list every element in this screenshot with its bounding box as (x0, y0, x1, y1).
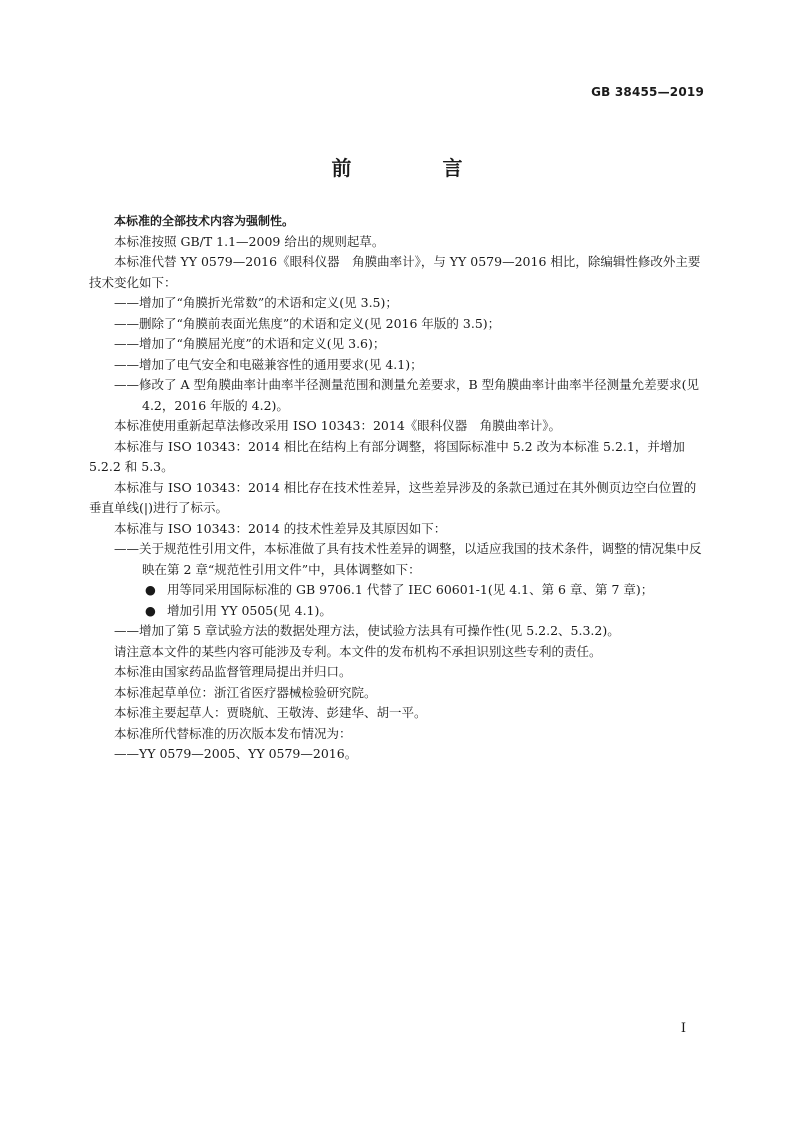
paragraph: 本标准所代替标准的历次版本发布情况为： (114, 725, 352, 741)
standard-number: GB 38455—2019 (591, 85, 704, 99)
mandatory-statement: 本标准的全部技术内容为强制性。 (114, 214, 295, 228)
paragraph: 本标准与 ISO 10343：2014 相比在结构上有部分调整，将国际标准中 5.2 改为本标准 5.2.1，并增加 5.2.2 和 5.3。 (89, 438, 685, 474)
bullet-text: 用等同采用国际标准的 GB 9706.1 代替了 IEC 60601-1(见 4.1、第 6 章、第 7 章)； (167, 582, 654, 597)
paragraph: 请注意本文件的某些内容可能涉及专利。本文件的发布机构不承担识别这些专利的责任。 (114, 643, 602, 659)
foreword-body (89, 211, 707, 765)
paragraph: 本标准与 ISO 10343：2014 的技术性差异及其原因如下： (114, 520, 447, 536)
page-number: I (680, 1021, 686, 1036)
paragraph: 本标准主要起草人：贾晓航、王敬涛、彭建华、胡一平。 (114, 705, 427, 720)
bullet-item (89, 601, 707, 622)
list-item: ——增加了电气安全和电磁兼容性的通用要求(见 4.1)； (114, 356, 423, 372)
paragraph: 本标准代替 YY 0579—2016《眼科仪器 角膜曲率计》，与 YY 0579—2016 相比，除编辑性修改外主要技术变化如下： (89, 254, 701, 290)
paragraph: 本标准起草单位：浙江省医疗器械检验研究院。 (114, 684, 377, 700)
list-item: ——关于规范性引用文件，本标准做了具有技术性差异的调整，以适应我国的技术条件，调整的情况集中反映在第 2 章“规范性引用文件”中，具体调整如下： (114, 541, 702, 577)
paragraph: 本标准由国家药品监督管理局提出并归口。 (114, 664, 352, 679)
list-item: ——增加了“角膜屈光度”的术语和定义(见 3.6)； (114, 336, 386, 351)
paragraph: 本标准按照 GB/T 1.1—2009 给出的规则起草。 (114, 233, 385, 249)
list-item: ——删除了“角膜前表面光焦度”的术语和定义(见 2016 年版的 3.5)； (114, 315, 501, 331)
paragraph: 本标准使用重新起草法修改采用 ISO 10343：2014《眼科仪器 角膜曲率计》。 (114, 418, 562, 433)
paragraph: 本标准与 ISO 10343：2014 相比存在技术性差异，这些差异涉及的条款已通过在其外侧页边空白位置的垂直单线(|)进行了标示。 (89, 479, 697, 515)
list-item: ——修改了 A 型角膜曲率计曲率半径测量范围和测量允差要求，B 型角膜曲率计曲率半径测量允差要求(见 4.2，2016 年版的 4.2)。 (114, 377, 700, 413)
list-item: ——增加了第 5 章试验方法的数据处理方法，使试验方法具有可操作性(见 5.2.2、5.3.2)。 (114, 623, 620, 638)
page-title: 前 言 (331, 156, 505, 180)
bullet-icon: ● (145, 602, 156, 618)
bullet-item (89, 580, 707, 601)
bullet-icon: ● (145, 582, 156, 597)
list-item: ——YY 0579—2005、YY 0579—2016。 (114, 746, 358, 761)
list-item: ——增加了“角膜折光常数”的术语和定义(见 3.5)； (114, 295, 398, 310)
bullet-text: 增加引用 YY 0505(见 4.1)。 (167, 602, 332, 618)
